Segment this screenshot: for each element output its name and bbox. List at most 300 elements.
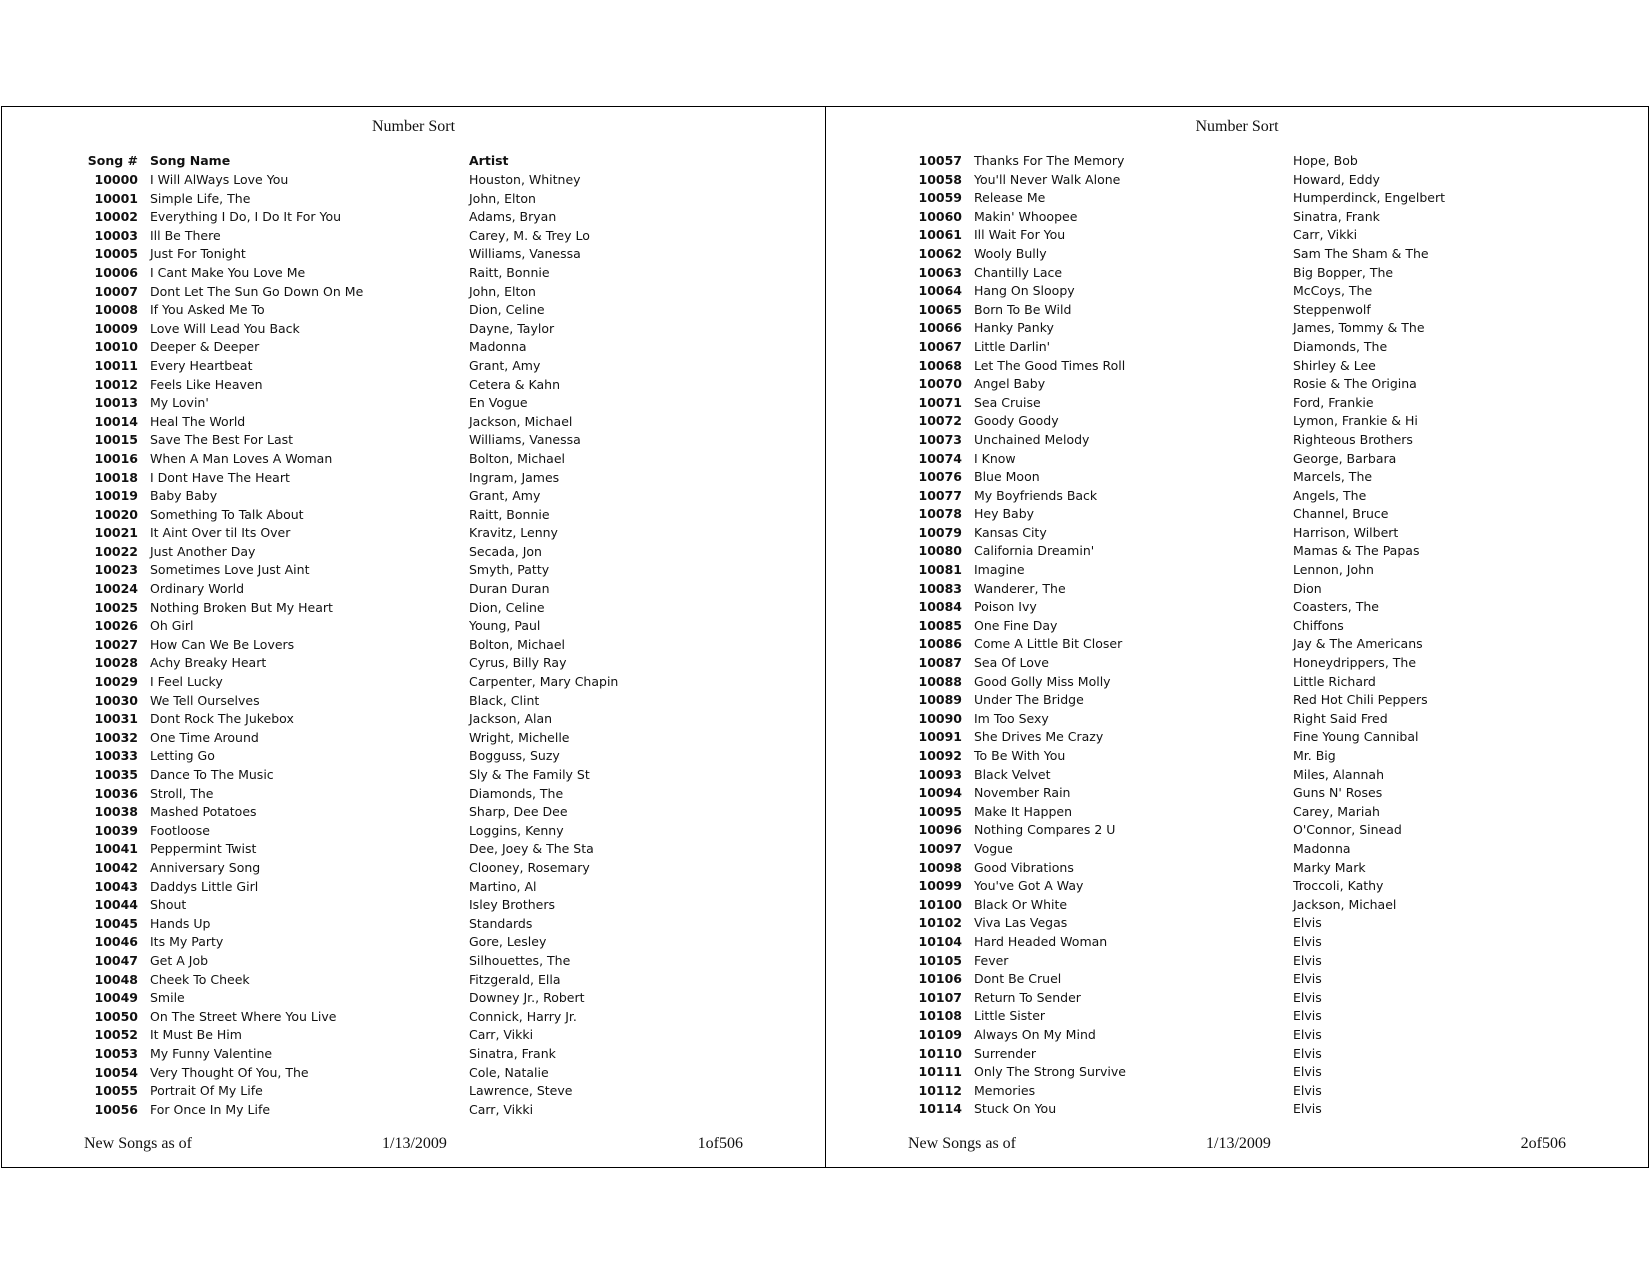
song-number: 10087 (918, 655, 962, 671)
artist-name: Elvis (1293, 1026, 1322, 1042)
song-number: 10104 (918, 933, 962, 949)
song-number: 10096 (918, 822, 962, 838)
song-row (826, 859, 1648, 878)
song-name: It Aint Over til Its Over (150, 525, 291, 541)
song-name: Vogue (974, 840, 1013, 856)
artist-name: Miles, Alannah (1293, 766, 1384, 782)
song-name: Deeper & Deeper (150, 339, 260, 355)
song-name: Blue Moon (974, 469, 1040, 485)
song-row (2, 692, 825, 711)
song-number: 10108 (918, 1008, 962, 1024)
song-row (2, 208, 825, 227)
artist-name: Jackson, Alan (469, 711, 553, 727)
song-number: 10027 (94, 636, 138, 652)
artist-name: Secada, Jon (469, 543, 542, 559)
song-number: 10044 (94, 897, 138, 913)
artist-name: Honeydrippers, The (1293, 655, 1417, 671)
song-row (2, 617, 825, 636)
page-2 (825, 107, 1648, 1167)
song-name: It Must Be Him (150, 1027, 242, 1043)
artist-name: Angels, The (1293, 487, 1367, 503)
song-row (2, 301, 825, 320)
song-name: To Be With You (974, 748, 1066, 763)
song-number: 10006 (94, 264, 138, 280)
song-row (826, 301, 1648, 320)
song-number: 10058 (918, 171, 962, 187)
song-name: Ill Wait For You (974, 227, 1066, 243)
song-row (826, 375, 1648, 394)
song-number: 10093 (918, 766, 962, 782)
song-row (2, 599, 825, 618)
artist-name: Dion, Celine (469, 302, 545, 318)
song-number: 10077 (918, 487, 962, 503)
artist-name: O'Connor, Sinead (1293, 822, 1402, 838)
artist-name: Gore, Lesley (469, 934, 547, 950)
artist-name: Raitt, Bonnie (469, 506, 550, 522)
song-row (826, 1063, 1648, 1082)
song-number: 10067 (918, 338, 962, 354)
song-number: 10091 (918, 729, 962, 745)
artist-name: Connick, Harry Jr. (469, 1008, 577, 1024)
song-row (2, 338, 825, 357)
song-row (826, 1045, 1648, 1064)
song-row (826, 747, 1648, 766)
song-row (826, 1082, 1648, 1101)
song-row (2, 896, 825, 915)
song-row (2, 264, 825, 283)
song-name: Im Too Sexy (974, 710, 1049, 726)
song-row (2, 245, 825, 264)
song-name: Cheek To Cheek (150, 971, 250, 987)
song-row (826, 654, 1648, 673)
song-row (826, 635, 1648, 654)
song-number: 10031 (94, 711, 138, 727)
song-row (826, 282, 1648, 301)
song-name: Footloose (150, 822, 210, 838)
song-row (826, 840, 1648, 859)
song-name: Baby Baby (150, 488, 218, 504)
artist-name: Bolton, Michael (469, 450, 565, 466)
song-row (826, 914, 1648, 933)
song-row (826, 394, 1648, 413)
song-name: Surrender (974, 1045, 1037, 1061)
song-number: 10107 (918, 989, 962, 1005)
artist-name: Fine Young Cannibal (1293, 729, 1419, 745)
song-number: 10032 (94, 729, 138, 745)
song-name: Hang On Sloopy (974, 283, 1075, 299)
song-number: 10080 (918, 543, 962, 559)
artist-name: Elvis (1293, 1045, 1322, 1061)
page-title: Number Sort (1195, 118, 1279, 135)
song-row (2, 878, 825, 897)
song-number: 10079 (918, 524, 962, 540)
song-number: 10005 (94, 246, 138, 262)
song-row (826, 319, 1648, 338)
song-number: 10095 (918, 803, 962, 819)
song-number: 10041 (94, 841, 138, 857)
artist-name: Standards (469, 915, 533, 931)
song-number: 10036 (94, 785, 138, 801)
artist-name: Jackson, Michael (469, 413, 573, 429)
song-number: 10008 (94, 302, 138, 318)
song-number: 10090 (918, 710, 962, 726)
song-number: 10094 (918, 785, 962, 801)
song-row (2, 543, 825, 562)
song-number: 10072 (918, 413, 962, 429)
song-row (826, 803, 1648, 822)
artist-name: Right Said Fred (1293, 710, 1388, 726)
song-name: Angel Baby (974, 376, 1046, 392)
artist-name: Mamas & The Papas (1293, 543, 1420, 559)
song-row (826, 896, 1648, 915)
song-name: On The Street Where You Live (150, 1008, 337, 1024)
song-name: Smile (150, 990, 185, 1006)
song-number: 10052 (94, 1027, 138, 1043)
song-row (2, 859, 825, 878)
song-row (2, 971, 825, 990)
song-name: You've Got A Way (974, 878, 1084, 894)
song-number: 10098 (918, 859, 962, 875)
song-name: I Cant Make You Love Me (150, 264, 306, 280)
song-name: Dont Let The Sun Go Down On Me (150, 283, 364, 299)
song-number: 10000 (94, 172, 138, 187)
artist-name: Carr, Vikki (1293, 227, 1358, 243)
artist-name: Elvis (1293, 1101, 1322, 1117)
footer-label: New Songs as of (908, 1135, 1016, 1152)
song-row (826, 1026, 1648, 1045)
song-name: One Time Around (150, 729, 259, 745)
artist-name: Hope, Bob (1293, 153, 1358, 168)
artist-name: Bogguss, Suzy (469, 748, 560, 764)
song-number: 10013 (94, 395, 138, 411)
artist-name: Loggins, Kenny (469, 822, 564, 838)
footer-date: 1/13/2009 (382, 1135, 447, 1152)
song-name: One Fine Day (974, 617, 1058, 633)
song-number: 10076 (918, 469, 962, 485)
song-row (2, 171, 825, 190)
song-number: 10109 (918, 1026, 962, 1042)
artist-name: Houston, Whitney (469, 172, 581, 187)
artist-name: Dion (1293, 580, 1322, 596)
artist-name: Rosie & The Origina (1293, 376, 1417, 392)
song-row (2, 766, 825, 785)
song-number: 10081 (918, 562, 962, 578)
page-footer (2, 1135, 825, 1155)
artist-name: Williams, Vanessa (469, 246, 581, 262)
song-name: Achy Breaky Heart (150, 655, 267, 671)
song-number: 10019 (94, 488, 138, 504)
song-row (2, 840, 825, 859)
song-number: 10026 (94, 618, 138, 634)
song-number: 10039 (94, 822, 138, 838)
song-name: We Tell Ourselves (150, 692, 260, 708)
song-name: Dance To The Music (150, 767, 274, 782)
header-song-name: Song Name (150, 153, 231, 168)
song-number: 10021 (94, 525, 138, 541)
footer-page-number: 1of506 (697, 1135, 743, 1152)
song-row (2, 729, 825, 748)
artist-name: Elvis (1293, 933, 1322, 949)
song-name: Everything I Do, I Do It For You (150, 209, 342, 225)
artist-name: Coasters, The (1293, 599, 1379, 615)
song-name: Born To Be Wild (974, 301, 1072, 317)
song-row (2, 580, 825, 599)
song-row (2, 1082, 825, 1101)
song-number: 10049 (94, 990, 138, 1006)
song-row (826, 598, 1648, 617)
artist-name: Elvis (1293, 989, 1322, 1005)
song-row (2, 1045, 825, 1064)
song-name: Imagine (974, 562, 1025, 578)
song-row (2, 506, 825, 525)
song-row (826, 245, 1648, 264)
song-row (2, 283, 825, 302)
artist-name: Ford, Frankie (1293, 394, 1374, 410)
song-number: 10100 (918, 896, 962, 912)
artist-name: Elvis (1293, 1064, 1322, 1080)
song-row (2, 227, 825, 246)
song-number: 10035 (94, 767, 138, 782)
song-row (2, 1064, 825, 1083)
song-row (826, 580, 1648, 599)
song-name: Good Golly Miss Molly (974, 673, 1111, 689)
song-number: 10057 (918, 153, 962, 168)
header-song-number: Song # (87, 153, 138, 168)
artist-name: Red Hot Chili Peppers (1293, 692, 1428, 708)
song-name: Love Will Lead You Back (150, 320, 300, 336)
song-row (826, 264, 1648, 283)
song-number: 10007 (94, 283, 138, 299)
song-row (2, 190, 825, 209)
song-name: Daddys Little Girl (150, 878, 259, 894)
song-name: Come A Little Bit Closer (974, 636, 1123, 652)
song-name: She Drives Me Crazy (974, 729, 1104, 745)
artist-name: Carey, M. & Trey Lo (469, 227, 590, 243)
song-row (2, 673, 825, 692)
song-number: 10061 (918, 227, 962, 243)
song-row (2, 1026, 825, 1045)
footer-label: New Songs as of (84, 1135, 192, 1152)
artist-name: John, Elton (469, 283, 536, 299)
song-row (826, 542, 1648, 561)
artist-name: Lennon, John (1293, 562, 1374, 578)
song-name: Release Me (974, 190, 1046, 206)
song-row (826, 561, 1648, 580)
song-name: Just Another Day (150, 543, 256, 559)
song-name: Feels Like Heaven (150, 376, 263, 392)
artist-name: Ingram, James (469, 469, 560, 485)
song-row (2, 450, 825, 469)
song-name: Mashed Potatoes (150, 804, 257, 820)
song-number: 10015 (94, 432, 138, 448)
artist-name: Chiffons (1293, 617, 1344, 633)
song-number: 10012 (94, 376, 138, 392)
song-name: Hey Baby (974, 506, 1035, 522)
song-name: Simple Life, The (150, 190, 251, 206)
song-name: Peppermint Twist (150, 841, 257, 857)
song-number: 10028 (94, 655, 138, 671)
artist-name: Dee, Joey & The Sta (469, 841, 594, 857)
song-row (826, 450, 1648, 469)
song-name: Return To Sender (974, 989, 1081, 1005)
artist-name: Lawrence, Steve (469, 1083, 573, 1099)
artist-name: Dion, Celine (469, 599, 545, 615)
song-name: Wanderer, The (974, 580, 1066, 596)
song-row (2, 469, 825, 488)
artist-name: Elvis (1293, 915, 1322, 931)
song-row (2, 487, 825, 506)
artist-name: Sam The Sham & The (1293, 245, 1429, 261)
song-name: Unchained Melody (974, 431, 1090, 447)
song-row (826, 1007, 1648, 1026)
song-name: Black Velvet (974, 766, 1051, 782)
artist-name: Adams, Bryan (469, 209, 557, 225)
song-number: 10003 (94, 227, 138, 243)
song-row (2, 524, 825, 543)
song-number: 10063 (918, 264, 962, 280)
song-number: 10023 (94, 562, 138, 578)
song-number: 10025 (94, 599, 138, 615)
song-name: Nothing Broken But My Heart (150, 599, 333, 615)
song-name: I Know (974, 450, 1016, 466)
song-number: 10097 (918, 840, 962, 856)
song-name: Thanks For The Memory (974, 153, 1125, 168)
song-number: 10059 (918, 190, 962, 206)
artist-name: Elvis (1293, 1008, 1322, 1024)
song-name: Every Heartbeat (150, 357, 253, 373)
artist-name: Grant, Amy (469, 488, 541, 504)
artist-name: En Vogue (469, 395, 528, 411)
song-row (826, 766, 1648, 785)
song-name: Save The Best For Last (150, 432, 294, 448)
song-number: 10085 (918, 617, 962, 633)
song-number: 10054 (94, 1064, 138, 1080)
song-row (2, 915, 825, 934)
song-row (2, 952, 825, 971)
song-name: Stroll, The (150, 785, 214, 801)
song-row (2, 933, 825, 952)
song-number: 10046 (94, 934, 138, 950)
document-sheet (1, 106, 1649, 1168)
song-name: Shout (150, 897, 187, 913)
song-number: 10086 (918, 636, 962, 652)
artist-name: Cetera & Kahn (469, 376, 560, 392)
song-row (2, 822, 825, 841)
artist-name: Fitzgerald, Ella (469, 971, 561, 987)
song-number: 10071 (918, 394, 962, 410)
artist-name: Elvis (1293, 952, 1322, 968)
song-name: Goody Goody (974, 413, 1059, 429)
song-row (2, 636, 825, 655)
song-row (826, 952, 1648, 971)
song-name: Letting Go (150, 748, 215, 764)
song-row (2, 989, 825, 1008)
header-artist: Artist (469, 153, 509, 168)
page-title: Number Sort (371, 118, 456, 135)
song-name: Black Or White (974, 896, 1068, 912)
artist-name: Carr, Vikki (469, 1027, 534, 1043)
song-name: Something To Talk About (150, 506, 304, 522)
song-name: Wooly Bully (974, 245, 1047, 261)
song-row (826, 1100, 1648, 1119)
song-name: Little Darlin' (974, 338, 1051, 354)
page-footer (826, 1135, 1648, 1155)
song-name: Chantilly Lace (974, 264, 1063, 280)
song-name: Stuck On You (974, 1101, 1057, 1117)
artist-name: Marcels, The (1293, 469, 1373, 485)
song-name: Nothing Compares 2 U (974, 822, 1116, 838)
artist-name: Grant, Amy (469, 357, 541, 373)
artist-name: George, Barbara (1293, 450, 1397, 466)
song-name: November Rain (974, 785, 1071, 801)
song-number: 10033 (94, 748, 138, 764)
artist-name: Smyth, Patty (469, 562, 550, 578)
artist-name: Humperdinck, Engelbert (1293, 190, 1446, 206)
artist-name: Steppenwolf (1293, 301, 1371, 317)
song-number: 10055 (94, 1083, 138, 1099)
song-name: Ordinary World (150, 581, 245, 597)
artist-name: Martino, Al (469, 878, 537, 894)
song-name: Anniversary Song (150, 859, 261, 875)
song-number: 10078 (918, 506, 962, 522)
song-row (826, 970, 1648, 989)
song-row (826, 412, 1648, 431)
song-name: Its My Party (150, 934, 224, 950)
song-name: Get A Job (150, 952, 209, 968)
artist-name: Madonna (1293, 840, 1351, 856)
song-number: 10053 (94, 1045, 138, 1061)
song-number: 10048 (94, 971, 138, 987)
song-number: 10047 (94, 952, 138, 968)
song-number: 10070 (918, 376, 962, 392)
song-row (2, 785, 825, 804)
song-name: Viva Las Vegas (974, 915, 1068, 931)
song-row (2, 413, 825, 432)
artist-name: Righteous Brothers (1293, 431, 1413, 447)
song-row (826, 468, 1648, 487)
song-list (2, 171, 825, 1119)
song-row (826, 189, 1648, 208)
song-number: 10066 (918, 320, 962, 336)
song-row (2, 747, 825, 766)
artist-name: Harrison, Wilbert (1293, 524, 1399, 540)
song-name: You'll Never Walk Alone (974, 171, 1121, 187)
artist-name: Cole, Natalie (469, 1064, 549, 1080)
song-name: Memories (974, 1082, 1036, 1098)
artist-name: Guns N' Roses (1293, 785, 1383, 801)
song-number: 10022 (94, 543, 138, 559)
song-number: 10092 (918, 748, 962, 763)
song-name: Just For Tonight (150, 246, 246, 262)
artist-name: Lymon, Frankie & Hi (1293, 413, 1418, 429)
song-row (2, 431, 825, 450)
song-number: 10038 (94, 804, 138, 820)
artist-name: McCoys, The (1293, 283, 1373, 299)
artist-name: Elvis (1293, 971, 1322, 987)
song-number: 10016 (94, 450, 138, 466)
artist-name: Downey Jr., Robert (469, 990, 585, 1006)
song-name: Ill Be There (150, 227, 221, 243)
page-1 (2, 107, 825, 1167)
song-row (2, 357, 825, 376)
artist-name: Sinatra, Frank (1293, 208, 1380, 224)
footer-page-number: 2of506 (1520, 1135, 1566, 1152)
artist-name: James, Tommy & The (1293, 320, 1425, 336)
artist-name: Carpenter, Mary Chapin (469, 674, 619, 690)
song-row (826, 357, 1648, 376)
song-number: 10106 (918, 971, 962, 987)
song-name: Hard Headed Woman (974, 933, 1108, 949)
